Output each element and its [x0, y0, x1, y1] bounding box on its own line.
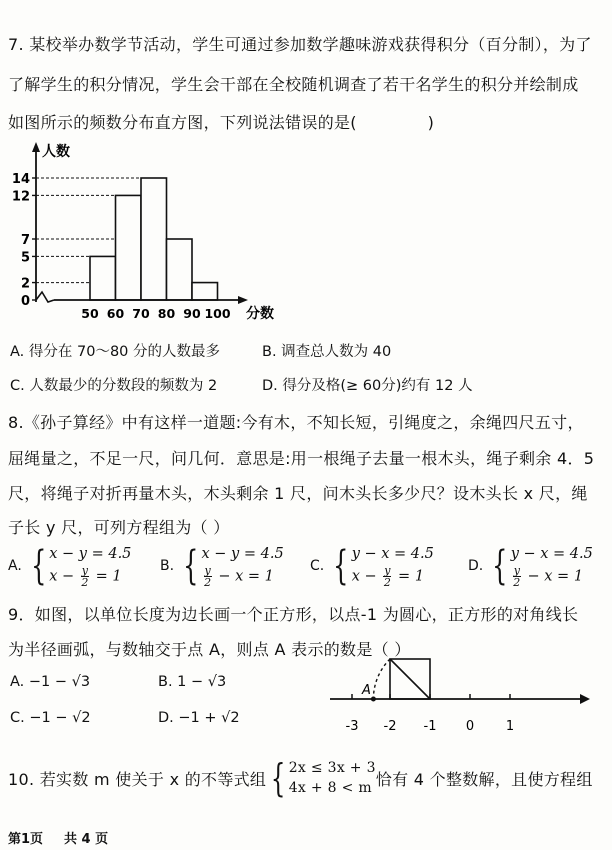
- brace-icon: {: [492, 543, 508, 589]
- y-tick-label: 14: [11, 172, 30, 187]
- q9-option-c: C. −1 − √2: [10, 710, 91, 726]
- q8-option-b: B. { x − y = 4.5 $\frac{y}{2}$ − x = 1: [160, 543, 284, 589]
- axis-break-icon: [36, 292, 54, 302]
- y-axis-arrow-icon: [32, 142, 40, 152]
- tick-label-neg3: -3: [345, 719, 359, 734]
- bar-60-70: [116, 195, 142, 300]
- x-tick-label: 50: [81, 306, 99, 321]
- x-axis-title: 分数: [246, 306, 274, 322]
- bar-80-90: [167, 239, 193, 300]
- square-diagonal: [390, 659, 430, 699]
- y-tick-label: 5: [20, 250, 30, 266]
- q7-option-c: C. 人数最少的分数段的频数为 2: [10, 378, 218, 394]
- q9-option-a: A. −1 − √3: [10, 674, 91, 690]
- y-tick-label: 12: [11, 189, 30, 205]
- brace-icon: {: [183, 543, 199, 589]
- q7-line3-text: 如图所示的频数分布直方图，下列说法错误的是(: [8, 113, 357, 132]
- y-tick-label: 0: [20, 294, 30, 309]
- q7-option-a: A. 得分在 70～80 分的人数最多: [10, 344, 221, 360]
- q7-option-d: D. 得分及格(≥ 60分)约有 12 人: [262, 378, 473, 394]
- tick-label-neg1: -1: [423, 719, 437, 734]
- q9-line1: 9．如图，以单位长度为边长画一个正方形，以点-1 为圆心，正方形的对角线长: [8, 605, 579, 624]
- q7-line2: 了解学生的积分情况，学生会干部在全校随机调查了若干名学生的积分并绘制成: [8, 75, 579, 94]
- q7-line3: [8, 110, 434, 133]
- x-axis-arrow-icon: [238, 296, 248, 304]
- brace-icon: {: [30, 543, 47, 589]
- footer-page: 第1页: [8, 832, 44, 847]
- q10-ineq1: 2x ≤ 3x + 3: [288, 760, 376, 776]
- q8-line3: 尺，将绳子对折再量木头，木头剩余 1 尺，问木头长多少尺？设木头长 x 尺，绳: [8, 484, 588, 503]
- q9-line2: 为半径画弧，与数轴交于点 A，则点 A 表示的数是（ ）: [8, 640, 411, 659]
- tick-label-neg2: -2: [383, 719, 397, 734]
- q8-option-c: C. { y − x = 4.5 x − $\frac{y}{2}$ = 1: [310, 543, 434, 589]
- q10-ineq2: 4x + 8 < m: [288, 780, 372, 796]
- q9-option-b: B. 1 − √3: [158, 674, 227, 690]
- q10-pre: 10. 若实数 m 使关于 x 的不等式组: [8, 769, 267, 789]
- x-tick-label: 80: [157, 306, 176, 321]
- histogram-chart: [0, 140, 300, 330]
- brace-icon: {: [333, 543, 349, 589]
- q9-option-d: D. −1 + √2: [158, 710, 240, 726]
- tick-label-1: 1: [505, 719, 515, 734]
- q8-line2: 屈绳量之，不足一尺，问几何．意思是:用一根绳子去量一根木头，绳子剩余 4．5: [8, 449, 595, 468]
- x-tick-label: 100: [204, 306, 231, 321]
- q8-line1: 8.《孙子算经》中有这样一道题:今有木，不知长短，引绳度之，余绳四尺五寸，: [8, 413, 584, 432]
- q10-post: 恰有 4 个整数解，且使方程组: [375, 769, 593, 789]
- footer-total: 共 4 页: [64, 832, 109, 847]
- q10-line1: [8, 758, 593, 798]
- q7-line3-end: ): [427, 113, 435, 132]
- q8-option-a: A. { x − y = 4.5 x − $\frac{y}{2}$ = 1: [8, 543, 132, 589]
- brace-icon: {: [271, 756, 286, 800]
- x-tick-label: 60: [106, 306, 125, 321]
- y-tick-label: 2: [20, 276, 30, 292]
- x-tick-label: 70: [132, 306, 150, 321]
- y-axis-title: 人数: [42, 144, 70, 160]
- q8-line4: 子长 y 尺，可列方程组为（ ）: [8, 518, 230, 537]
- numberline-diagram: [330, 658, 590, 738]
- q8-option-d: D. { y − x = 4.5 $\frac{y}{2}$ − x = 1: [468, 543, 593, 589]
- y-tick-label: 7: [20, 233, 30, 248]
- radius-arc: [373, 659, 390, 699]
- x-tick-label: 90: [183, 306, 201, 321]
- tick-label-0: 0: [465, 719, 475, 734]
- q7-option-b: B. 调查总人数为 40: [262, 344, 392, 360]
- point-a-label: A: [362, 683, 371, 698]
- arrow-right-icon: [580, 694, 590, 704]
- q7-line1: 7. 某校举办数学节活动，学生可通过参加数学趣味游戏获得积分（百分制），为了: [8, 35, 592, 54]
- point-a: [371, 697, 376, 702]
- bar-50-60: [90, 256, 116, 300]
- bar-70-80: [141, 178, 167, 300]
- bar-90-100: [192, 283, 218, 300]
